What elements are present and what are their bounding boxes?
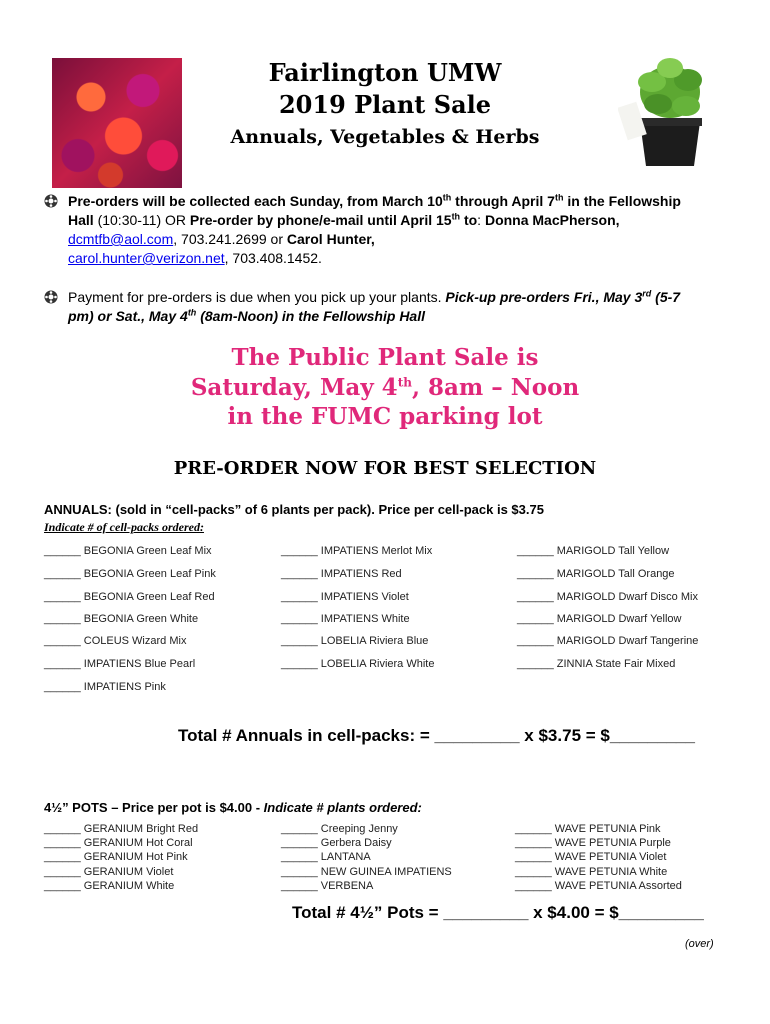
annuals-total-line[interactable]: Total # Annuals in cell-packs: = _________ x $3.75 = $_________ bbox=[178, 726, 695, 745]
order-item[interactable]: ______ IMPATIENS Merlot Mix bbox=[281, 545, 433, 557]
order-item[interactable]: ______ MARIGOLD Dwarf Disco Mix bbox=[517, 591, 698, 603]
page-title: Fairlington UMW bbox=[268, 58, 502, 87]
pot-item[interactable]: ______ GERANIUM Hot Coral bbox=[44, 837, 193, 849]
public-sale-line3: in the FUMC parking lot bbox=[227, 403, 543, 430]
pot-item[interactable]: ______ VERBENA bbox=[281, 880, 374, 892]
order-item[interactable]: ______ MARIGOLD Dwarf Tangerine bbox=[517, 635, 699, 647]
order-item[interactable]: ______ IMPATIENS White bbox=[281, 613, 410, 625]
annuals-heading: ANNUALS: (sold in “cell-packs” of 6 plants per pack). Price per cell-pack is $3.75 bbox=[44, 502, 544, 517]
pot-item[interactable]: ______ GERANIUM White bbox=[44, 880, 175, 892]
pot-item[interactable]: ______ GERANIUM Bright Red bbox=[44, 823, 199, 835]
flower-bullet-icon bbox=[44, 194, 58, 208]
pot-item[interactable]: ______ WAVE PETUNIA Violet bbox=[515, 851, 667, 863]
pot-item[interactable]: ______ Creeping Jenny bbox=[281, 823, 398, 835]
pot-item[interactable]: ______ WAVE PETUNIA Pink bbox=[515, 823, 661, 835]
order-item[interactable]: ______ IMPATIENS Blue Pearl bbox=[44, 658, 196, 670]
potted-herb-photo bbox=[618, 52, 722, 170]
order-item[interactable]: ______ ZINNIA State Fair Mixed bbox=[517, 658, 676, 670]
pot-item[interactable]: ______ NEW GUINEA IMPATIENS bbox=[281, 866, 452, 878]
order-item[interactable]: ______ BEGONIA Green Leaf Mix bbox=[44, 545, 212, 557]
impatiens-flowers-photo bbox=[52, 58, 182, 188]
order-item[interactable]: ______ LOBELIA Riviera Blue bbox=[281, 635, 429, 647]
order-item[interactable]: ______ IMPATIENS Red bbox=[281, 568, 402, 580]
page-title-year: 2019 Plant Sale bbox=[278, 90, 492, 119]
flower-bullet-icon bbox=[44, 290, 58, 304]
page-subtitle: Annuals, Vegetables & Herbs bbox=[230, 126, 540, 148]
order-item[interactable]: ______ BEGONIA Green Leaf Red bbox=[44, 591, 215, 603]
preorder-info-paragraph: Pre-orders will be collected each Sunday, from March 10th through April 7th in the Fellowship Hall (10:30-11) OR Pre-order by phone/e-mail until April 15th to: Donna MacPherson, dcmtfb@aol.com, 703.241.2699 or Carol Hunter, carol.hunter@verizon.net, 703.408.1452. bbox=[68, 192, 681, 266]
pot-item[interactable]: ______ Gerbera Daisy bbox=[281, 837, 392, 849]
pot-item[interactable]: ______ WAVE PETUNIA White bbox=[515, 866, 668, 878]
pot-item[interactable]: ______ WAVE PETUNIA Purple bbox=[515, 837, 671, 849]
order-item[interactable]: ______ COLEUS Wizard Mix bbox=[44, 635, 187, 647]
pot-item[interactable]: ______ GERANIUM Hot Pink bbox=[44, 851, 188, 863]
order-item[interactable]: ______ BEGONIA Green White bbox=[44, 613, 199, 625]
order-item[interactable]: ______ MARIGOLD Tall Orange bbox=[517, 568, 675, 580]
order-item[interactable]: ______ BEGONIA Green Leaf Pink bbox=[44, 568, 216, 580]
order-item[interactable]: ______ IMPATIENS Pink bbox=[44, 681, 166, 693]
annuals-note: Indicate # of cell-packs ordered: bbox=[44, 520, 204, 534]
email-link-donna[interactable]: dcmtfb@aol.com bbox=[68, 231, 174, 247]
pots-total-line[interactable]: Total # 4½” Pots = _________ x $4.00 = $_________ bbox=[292, 903, 704, 922]
public-sale-line2: Saturday, May 4th, 8am – Noon bbox=[190, 374, 580, 401]
order-item[interactable]: ______ MARIGOLD Tall Yellow bbox=[517, 545, 670, 557]
over-note: (over) bbox=[685, 938, 714, 950]
public-sale-line1: The Public Plant Sale is bbox=[231, 344, 539, 371]
pots-heading: 4½” POTS – Price per pot is $4.00 - Indicate # plants ordered: bbox=[44, 800, 422, 815]
preorder-heading: PRE-ORDER NOW FOR BEST SELECTION bbox=[173, 458, 597, 479]
pot-item[interactable]: ______ LANTANA bbox=[281, 851, 371, 863]
email-link-carol[interactable]: carol.hunter@verizon.net bbox=[68, 250, 225, 266]
order-item[interactable]: ______ IMPATIENS Violet bbox=[281, 591, 409, 603]
pot-item[interactable]: ______ GERANIUM Violet bbox=[44, 866, 174, 878]
pot-item[interactable]: ______ WAVE PETUNIA Assorted bbox=[515, 880, 682, 892]
order-item[interactable]: ______ LOBELIA Riviera White bbox=[281, 658, 435, 670]
order-item[interactable]: ______ MARIGOLD Dwarf Yellow bbox=[517, 613, 682, 625]
payment-info-paragraph: Payment for pre-orders is due when you pick up your plants. Pick-up pre-orders Fri., May 3rd (5-7 pm) or Sat., May 4th (8am-Noon) in the Fellowship Hall bbox=[68, 288, 681, 324]
